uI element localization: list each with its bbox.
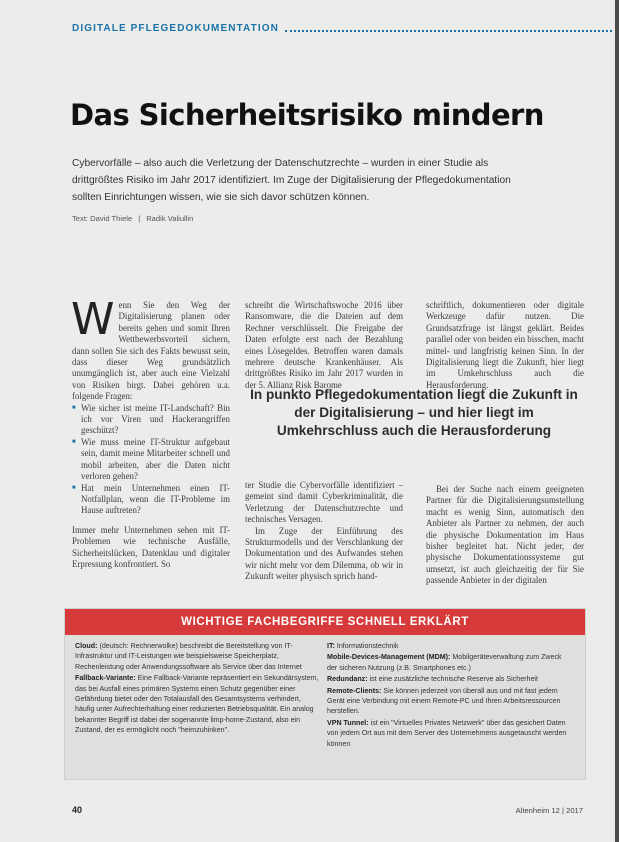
list-item: ■ Wie sicher ist meine IT-Landschaft? Bin ich vor Viren und Hackerangriffen geschützt? (72, 403, 230, 437)
dotted-rule (285, 24, 612, 32)
body-paragraph: Im Zuge der Einführung des Strukturmodells und der Verschlankung der Dokumentation und des Aufwandes stehen wir nicht mehr vor dem Dilemma, ob wir in Zukunft weiter physisch sprich hand- (245, 525, 403, 582)
glossary-box (64, 608, 586, 780)
issue-info: Altenheim 12 | 2017 (515, 806, 583, 815)
byline: Text: David Thiele | Radik Valiullin (72, 214, 194, 223)
body-paragraph: Immer mehr Unternehmen sehen mit IT-Problemen wie technische Ausfälle, Sicherheitslücken, Datenklau und digitaler Erpressung konfrontiert. So (72, 524, 230, 569)
page-number: 40 (72, 805, 83, 815)
glossary-entry: Mobile-Devices-Management (MDM): Mobilgeräteverwaltung zum Zweck der sicheren Nutzung (z.B. Smartphones etc.) (327, 653, 562, 672)
list-item: ■ Wie muss meine IT-Struktur aufgebaut sein, damit meine Mitarbeiter schnell und mobil arbeiten, aber die Daten nicht verloren gehen? (72, 437, 230, 483)
question-list (72, 403, 230, 517)
glossary-entry: Fallback-Variante: Eine Fallback-Variante repräsentiert ein Sekundärsystem, das bei Ausfall eines primären Systems einen Schutz gegenüber einer Gefährdung bietet oder den Totalausfall des Gesamtsystems verhindert, häufig unter Aufrechterhaltung einer reduzierten Betriebsqualität. Ein analog bekannter Begriff ist dabei der sogenannte limp-home-Zustand, also ein Zustand, der es ermöglicht noch "heimzuhinken". (75, 674, 319, 735)
list-item: ■ Hat mein Unternehmen einen IT-Notfallplan, wenn die IT-Probleme im Hause auftreten? (72, 483, 230, 517)
intro-paragraph: Wenn Sie den Weg der Digitalisierung planen oder bereits gehen und somit Ihren Wettbewerbsvorteil sichern, dann sollen Sie sich des Fakts bewusst sein, dass dieser Weg grundsätzlich unumgänglich ist, aber auch eine Vielzahl von Risiken birgt. Dabei gehören u.a. folgende Fragen: (71, 294, 230, 402)
glossary-column-left (75, 641, 319, 737)
article-column-2-lower (245, 480, 403, 583)
glossary-entry: Redundanz: ist eine zusätzliche technische Reserve als Sicherheit (327, 675, 538, 684)
glossary-title: WICHTIGE FACHBEGRIFFE SCHNELL ERKLÄRT (65, 609, 585, 635)
author-2: Radik Valiullin (146, 214, 194, 223)
section-label: DIGITALE PFLEGEDOKUMENTATION (72, 22, 279, 34)
glossary-entry: Cloud: (deutsch: Rechnerwolke) beschreibt die Bereitstellung von IT-Infrastruktur und IT-Leistungen wie beispielsweise Speicherplatz, Rechenleistung oder Anwendungssoftware als Service über das Internet (75, 642, 302, 671)
body-paragraph: ter Studie die Cybervorfälle identifiziert – gemeint sind damit Cyberkriminalität, die Verletzung der Datenschutzrechte und technisches Versagen. (245, 480, 403, 525)
body-paragraph: schreibt die Wirtschaftswoche 2016 über Ransomware, die die Dateien auf dem Rechner verschlüsselt. Die Freigabe der Daten erfolgte erst nach der Bezahlung eines Lösegeldes. Betroffen waren damals mehrere deutsche Krankenhäuser. Als drittgrößtes Risiko im Jahr 2017 wurden in der 5. Allianz Risk Barome (245, 300, 403, 390)
article-column-3-upper (426, 300, 584, 391)
section-header (72, 20, 612, 36)
article-column-3-lower (426, 484, 584, 587)
glossary-entry: IT: Informationstechnik (327, 642, 399, 650)
headline: Das Sicherheitsrisiko mindern (70, 98, 544, 132)
lead-paragraph: Cybervorfälle – also auch die Verletzung der Datenschutzrechte – wurden in einer Studie als drittgrößtes Risiko im Jahr 2017 identifiziert. Im Zuge der Digitalisierung der Pflegedokumentation sollten Einrichtungen wissen, wie sie sich davor schützen können. (72, 158, 511, 203)
body-paragraph: Bei der Suche nach einem geeigneten Partner für die Digitalisierungsumstellung macht es wenig Sinn, automatisch den Anbieter als Partner zu nehmen, der auch die physische Dokumentation im Haus bisher begleitet hat. Nicht jeder, der physische Dokumentationssysteme gut umsetzt, ist auch gleichzeitig der für Sie passende Anbieter in der digitalen (426, 484, 584, 586)
article-column-2-upper (245, 300, 403, 391)
drop-cap: W (71, 294, 115, 345)
glossary-entry: Remote-Clients: Sie können jederzeit von überall aus und mit fast jedem Gerät eine Verbindung mit einem Remote-PC und Ihren Arbeitsressourcen herstellen. (327, 686, 561, 716)
glossary-entry: VPN Tunnel: ist ein "Virtuelles Privates Netzwerk" über das gesichert Daten von jedem Ort aus mit dem Server des Unternehmens ausgetauscht werden können (327, 718, 567, 748)
glossary-column-right (327, 641, 571, 750)
author-1: Text: David Thiele (72, 214, 133, 223)
body-paragraph: schriftlich, dokumentieren oder digitale Werkzeuge dafür nutzen. Die Grundsatzfrage ist längst geklärt. Beides parallel oder von beiden ein bisschen, macht mittel- und langfristig keinen Sinn. In der Digitalisierung liegt die Zukunft, hier liegt im Umkehrschluss auch die Herausforderung. (426, 300, 584, 390)
pull-quote: In punkto Pflegedokumentation liegt die Zukunft in der Digitalisierung – und hier liegt im Umkehrschluss auch die Herausforderung (250, 387, 578, 438)
article-column-1 (71, 294, 230, 570)
